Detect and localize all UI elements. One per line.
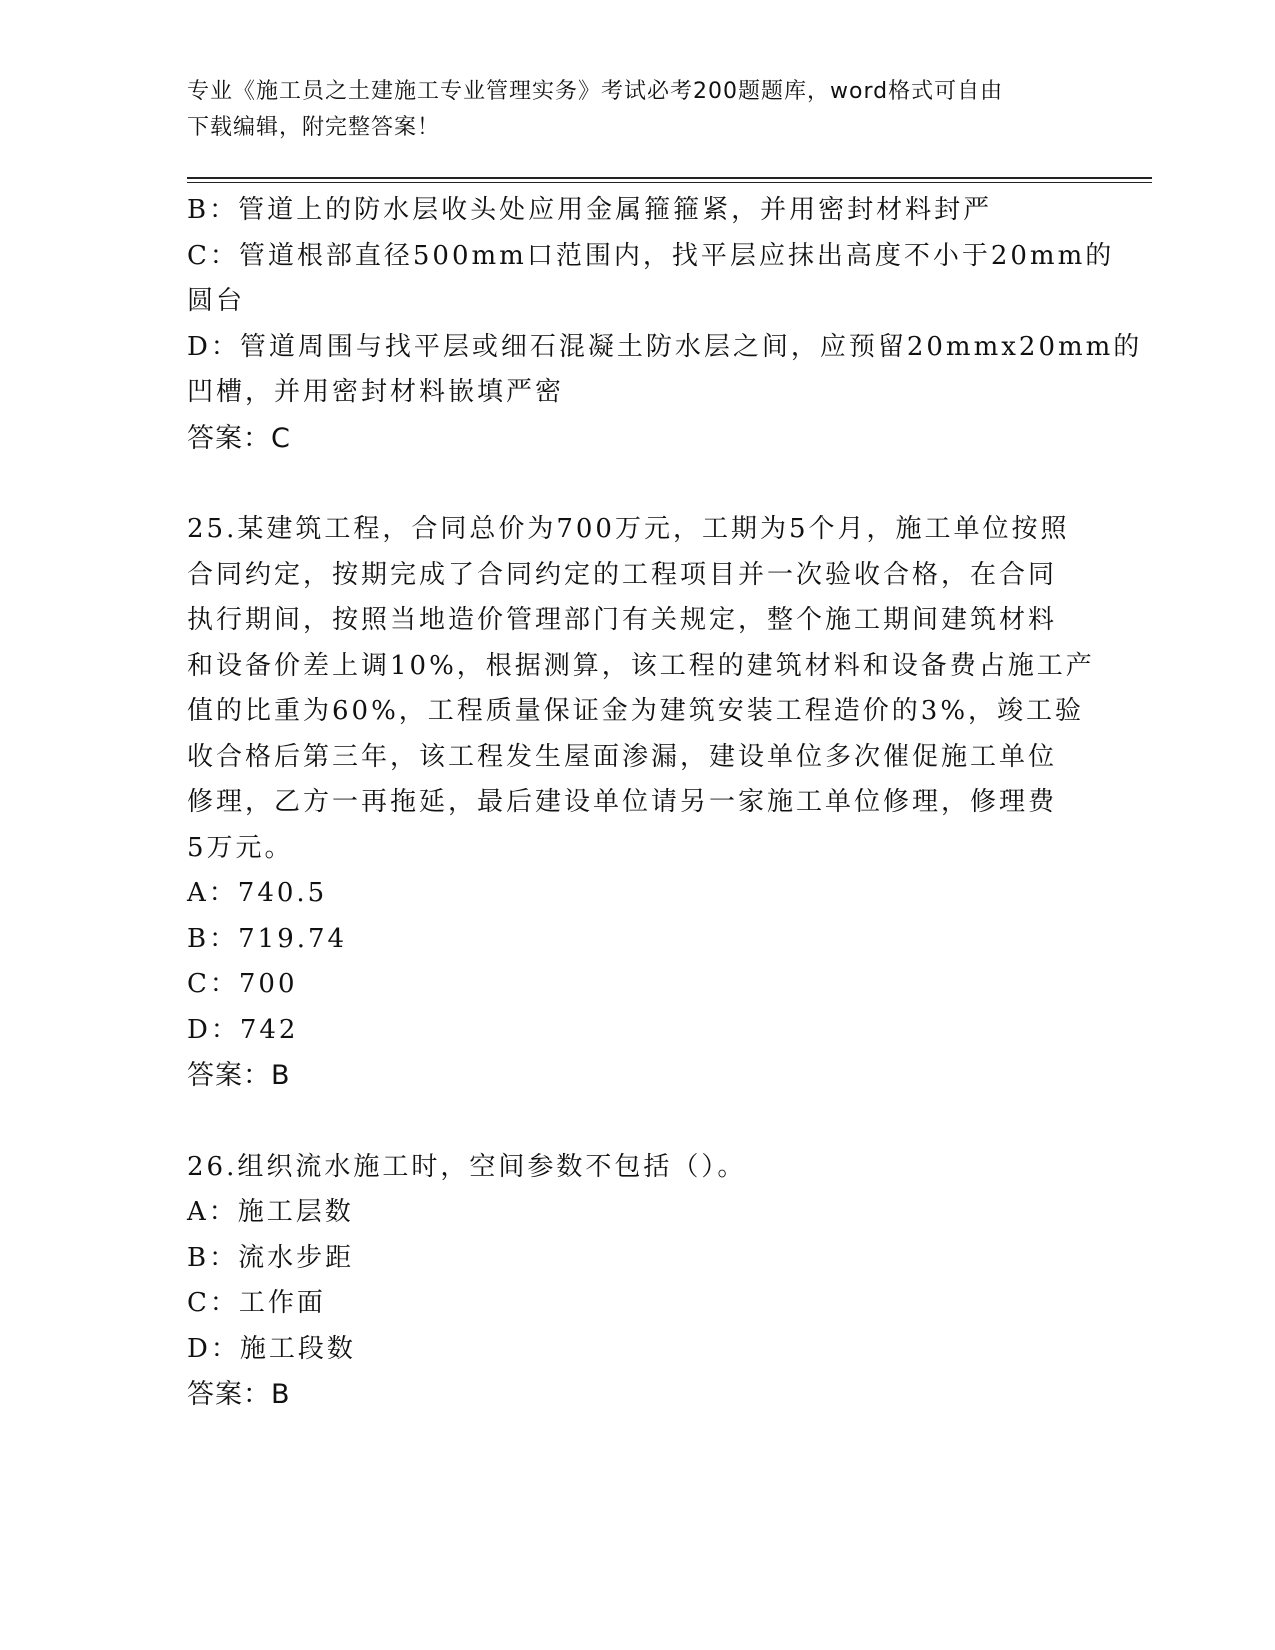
header-title-line-2: 下载编辑，附完整答案！ <box>187 115 441 140</box>
q26-answer: 答案：B <box>187 1379 291 1410</box>
q24-answer: 答案：C <box>187 422 291 454</box>
q24-option-c-line-2: 圆台 <box>187 286 246 316</box>
q25-stem-line-2: 合同约定，按期完成了合同约定的工程项目并一次验收合格，在合同 <box>187 559 1058 590</box>
q25-option-a: A：740.5 <box>187 878 328 908</box>
q25-stem-line-8: 5万元。 <box>187 832 294 863</box>
q25-stem-line-6: 收合格后第三年，该工程发生屋面渗漏，建设单位多次催促施工单位 <box>187 741 1058 772</box>
q25-stem-line-1: 25.某建筑工程，合同总价为700万元，工期为5个月，施工单位按照 <box>187 514 1070 544</box>
q24-option-d-line-2: 凹槽，并用密封材料嵌填严密 <box>187 377 565 407</box>
q26-option-b: B：流水步距 <box>187 1242 355 1273</box>
q24-option-b: B：管道上的防水层收头处应用金属箍箍紧，并用密封材料封严 <box>187 195 993 225</box>
q26-option-d: D：施工段数 <box>187 1333 356 1364</box>
question-spacer <box>187 1099 1087 1145</box>
q26-option-c: C：工作面 <box>187 1288 326 1318</box>
q26-option-a: A：施工层数 <box>187 1197 354 1227</box>
q25-option-c: C：700 <box>187 969 298 999</box>
q25-answer: 答案：B <box>187 1060 291 1091</box>
q25-stem-line-5: 值的比重为60%，工程质量保证金为建筑安装工程造价的3%，竣工验 <box>187 696 1085 726</box>
question-24-continued <box>187 188 1143 461</box>
page-header <box>187 74 1067 146</box>
question-spacer <box>187 461 1087 507</box>
q25-option-d: D：742 <box>187 1014 299 1045</box>
q25-stem-line-3: 执行期间，按照当地造价管理部门有关规定，整个施工期间建筑材料 <box>187 605 1058 635</box>
document-body <box>187 188 1143 1418</box>
header-divider-thick <box>187 177 1152 179</box>
question-25 <box>187 507 1095 1099</box>
header-title-line-1: 专业《施工员之土建施工专业管理实务》考试必考200题题库，word格式可自由 <box>187 79 1004 104</box>
q24-option-d-line-1: D：管道周围与找平层或细石混凝土防水层之间，应预留20mmx20mm的 <box>187 331 1143 362</box>
q26-stem: 26.组织流水施工时，空间参数不包括（）。 <box>187 1151 747 1182</box>
q25-stem-line-7: 修理，乙方一再拖延，最后建设单位请另一家施工单位修理，修理费 <box>187 787 1058 817</box>
q25-option-b: B：719.74 <box>187 923 348 954</box>
q24-option-c-line-1: C：管道根部直径500mm口范围内，找平层应抹出高度不小于20mm的 <box>187 240 1115 271</box>
q25-stem-line-4: 和设备价差上调10%，根据测算，该工程的建筑材料和设备费占施工产 <box>187 650 1095 681</box>
header-divider-thin <box>187 182 1152 183</box>
question-26 <box>187 1145 1087 1418</box>
